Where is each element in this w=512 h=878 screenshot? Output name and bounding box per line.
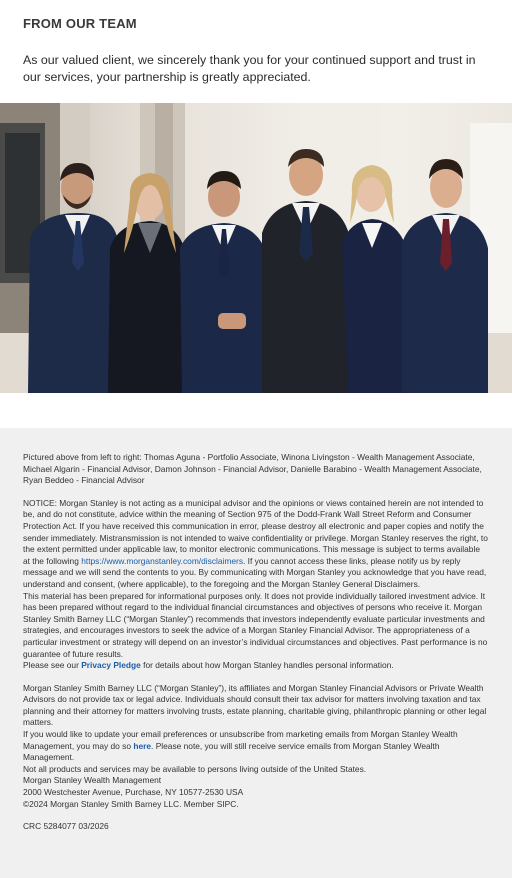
crc-code: CRC 5284077 03/2026 (23, 821, 109, 832)
unsubscribe-text-pre: If you would like to update your email preferences or unsubscribe from marketing emails from Morgan Stanley Wealth Management, you may do so (23, 729, 458, 751)
unsubscribe-link[interactable]: here (133, 740, 152, 751)
privacy-text-pre: Please see our (23, 660, 82, 671)
privacy-paragraph (23, 660, 489, 672)
photo-caption: Pictured above from left to right: Thomas Aguna - Portfolio Associate, Winona Livingston - Wealth Management Associate, Michael Algarin - Financial Advisor, Damon Johnson - Financial Advisor, Danielle Barabino - Wealth Management Associate, Ryan Beddeo - Financial Advisor (23, 452, 482, 486)
team-message: As our valued client, we sincerely thank you for your continued support and trust in our services, your partnership is greatly appreciated. (23, 53, 476, 84)
company-name: Morgan Stanley Wealth Management (23, 775, 162, 786)
copyright-text: ©2024 Morgan Stanley Smith Barney LLC. Member SIPC. (23, 798, 239, 809)
unsubscribe-text-post: . Please note, you will still receive service emails from Morgan Stanley Wealth Management. (23, 740, 440, 763)
notice-text-1: NOTICE: Morgan Stanley is not acting as a municipal advisor and the opinions or views contained herein are not intended to be, and do not constitute, advice within the meaning of Section 975 of the Dodd-Frank Wall Street Reform and Consumer Protection Act. If you have received this communication in error, please destroy all electronic and paper copies and notify the sender immediately. Mistransmission is not intended to waive confidentiality or privilege. Morgan Stanley reserves the right, to the extent permitted under applicable law, to monitor electronic communications. This message is subject to terms available at the following (23, 497, 488, 566)
company-address: 2000 Westchester Avenue, Purchase, NY 10577-2530 USA (23, 787, 244, 798)
team-section (0, 0, 512, 86)
privacy-pledge-link[interactable]: Privacy Pledge (81, 660, 141, 671)
informational-paragraph: This material has been prepared for informational purposes only. It does not provide individually tailored investment advice. It has been prepared without regard to the individual financial circumstances and objectives of persons who receive it. Morgan Stanley Smith Barney LLC (“Morgan Stanley”) recommends that investors independently evaluate particular investments and strategies, and encourages investors to seek the advice of a Morgan Stanley Financial Advisor. The appropriateness of a particular investment or strategy will depend on an investor’s individual circumstances and objectives. Past performance is no guarantee of future results. (23, 590, 488, 659)
notice-paragraph (23, 498, 489, 591)
team-photo-icon (0, 103, 512, 393)
availability-text: Not all products and services may be available to persons living outside of the United States. (23, 763, 367, 774)
disclaimers-link[interactable]: https://www.morganstanley.com/disclaimers (81, 555, 244, 566)
legal-footer (0, 428, 512, 878)
privacy-text-post: for details about how Morgan Stanley handles personal information. (140, 660, 394, 671)
unsubscribe-paragraph (23, 729, 489, 764)
tax-paragraph: Morgan Stanley Smith Barney LLC (“Morgan Stanley”), its affiliates and Morgan Stanley Financial Advisors or Private Wealth Advisors do not provide tax or legal advice. Individuals should consult their tax advisor for matters involving taxation and tax planning and their attorney for matters involving trusts, estate planning, charitable giving, philanthropic planning or other legal matters. (23, 682, 487, 728)
team-photo (0, 103, 512, 393)
team-heading: FROM OUR TEAM (23, 16, 137, 31)
notice-text-2: . If you cannot access these links, please notify us by reply message and we will send the contents to you. By communicating with Morgan Stanley you acknowledge that you have read, understand and consent, (where applicable), to the foregoing and the Morgan Stanley General Disclaimers. (23, 555, 487, 589)
